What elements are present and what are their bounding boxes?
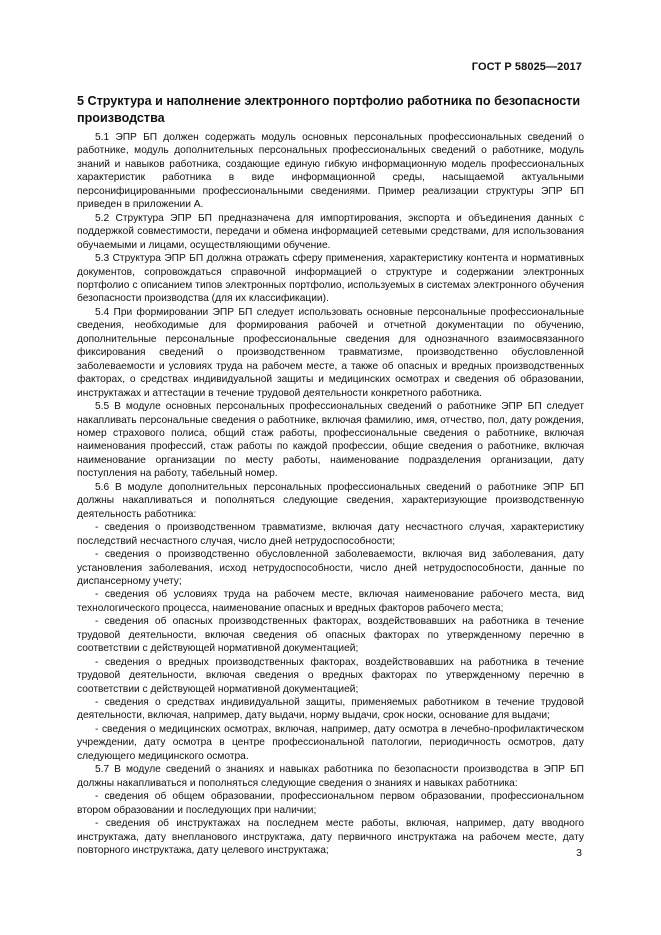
paragraph: 5.6 В модуле дополнительных персональных профессиональных сведений о работнике ЭПР БП должны накапливаться и пополняться следующие сведения, характеризующие производственную деятельность работника:	[77, 481, 584, 520]
list-item: - сведения о медицинских осмотрах, включая, например, дату осмотра в лечебно-профилактическом учреждении, дату осмотра в центре профессиональной патологии, периодичность осмотров, дату следующего медицинского осмотра.	[77, 723, 584, 762]
page-number: 3	[576, 847, 582, 859]
list-item: - сведения об условиях труда на рабочем месте, включая наименование рабочего места, вид технологического процесса, наименование опасных и вредных факторов рабочего места;	[77, 589, 584, 614]
list-item: - сведения об опасных производственных факторах, воздействовавших на работника в течение трудовой деятельности, включая сведения об опасных факторах по утвержденному перечню в соответствии с действующей нормативной документацией;	[77, 616, 584, 655]
paragraph: 5.7 В модуле сведений о знаниях и навыках работника по безопасности производства в ЭПР БП должны накапливаться и пополняться следующие сведения о знаниях и навыках работника:	[77, 764, 584, 789]
document-code: ГОСТ Р 58025—2017	[471, 61, 582, 73]
body-text	[77, 131, 584, 857]
list-item: - сведения о производственном травматизме, включая дату несчастного случая, характеристику последствий несчастного случая, число дней нетрудоспособности;	[77, 522, 584, 547]
list-item: - сведения об общем образовании, профессиональном первом образовании, профессиональном втором образовании и последующих при наличии;	[77, 791, 584, 816]
list-item: - сведения об инструктажах на последнем месте работы, включая, например, дату вводного инструктажа, дату внепланового инструктажа, дату первичного инструктажа на рабочем месте, дату повторного инструктажа, дату целевого инструктажа;	[77, 818, 584, 857]
paragraph: 5.1 ЭПР БП должен содержать модуль основных персональных профессиональных сведений о работнике, модуль дополнительных персональных профессиональных сведений о работнике, модуль знаний и навыков работника, создающие единую гибкую информационную модель профессиональных характеристик работника в виде информационной среды, насыщаемой актуальными персонифицированными профессиональными сведениями. Пример реализации структуры ЭПР БП приведен в приложении А.	[77, 132, 584, 211]
paragraph: 5.5 В модуле основных персональных профессиональных сведений о работнике ЭПР БП следует накапливать персональные сведения о работнике, включая фамилию, имя, отчество, пол, дату рождения, номер страхового полиса, общий стаж работы, профессиональные сведения о работнике, включая наименования профессий, стаж работы по каждой профессии, общие сведения о работнике, включая наименование организации по месту работы, наименование подразделения организации, дату поступления на работу, табельный номер.	[77, 401, 584, 480]
paragraph: 5.2 Структура ЭПР БП предназначена для импортирования, экспорта и объединения данных с поддержкой совместимости, передачи и обмена информацией сетевыми средствами, для использования обучаемыми и лицами, осуществляющими обучение.	[77, 212, 584, 251]
list-item: - сведения о производственно обусловленной заболеваемости, включая вид заболевания, дату установления заболевания, исход нетрудоспособности, число дней нетрудоспособности, данные по диспансерному учету;	[77, 549, 584, 587]
section-title: 5 Структура и наполнение электронного портфолио работника по безопасности производства	[77, 94, 581, 125]
paragraph: 5.4 При формировании ЭПР БП следует использовать основные персональные профессиональные сведения, необходимые для формирования рабочей и отчетной документации по обучению, дополнительные персональные профессиональные сведения для однозначного взаимосвязанного фиксирования сведений о производственном травматизме, производственно обусловленной заболеваемости и условиях труда на рабочем месте, а также об опасных и вредных производственных факторах, о средствах индивидуальной защиты и медицинских осмотрах и сведения об образовании, инструктажах и аттестации в течение трудовой деятельности конкретного работника.	[77, 306, 584, 399]
list-item: - сведения о вредных производственных факторах, воздействовавших на работника в течение трудовой деятельности, включая сведения о вредных факторах по утвержденному перечню в соответствии с действующей нормативной документацией;	[77, 656, 584, 695]
paragraph: 5.3 Структура ЭПР БП должна отражать сферу применения, характеристику контента и нормативных документов, сопровождаться справочной информацией о структуре и содержании электронных портфолио с описанием типов электронных портфолио, используемых в системах электронного обучения безопасности производства (для их классификации).	[77, 253, 584, 305]
list-item: - сведения о средствах индивидуальной защиты, применяемых работником в течение трудовой деятельности, включая, например, дату выдачи, норму выдачи, срок носки, основание для выдачи;	[77, 697, 584, 722]
